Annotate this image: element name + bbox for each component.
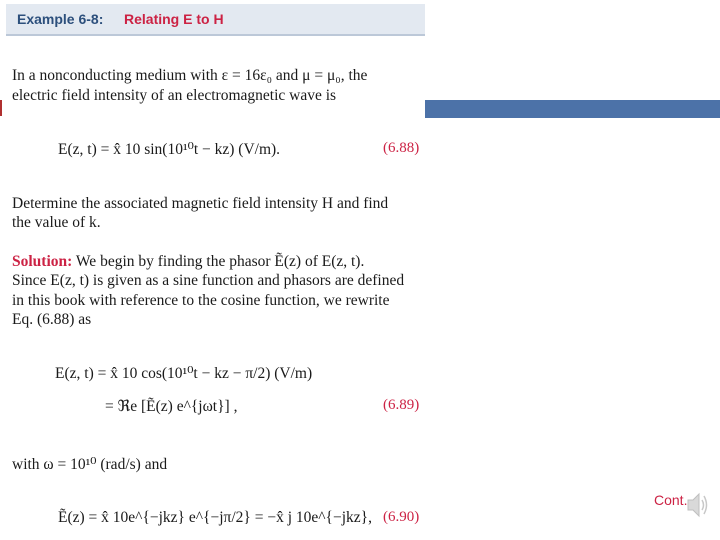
equation-6-88: E(z, t) = x̂ 10 sin(10¹⁰t − kz) (V/m). (58, 141, 281, 158)
task-line-1: Determine the associated magnetic field intensity H and find (12, 195, 389, 212)
equation-6-90-number: (6.90) (383, 509, 420, 525)
equation-6-90: Ẽ(z) = x̂ 10e^{−jkz} e^{−jπ/2} = −x̂ j 10e^{−jkz}, (58, 509, 372, 526)
solution-line-3: in this book with reference to the cosine function, we rewrite (12, 292, 390, 309)
solution-label: Solution: (12, 253, 73, 270)
equation-6-89-number: (6.89) (383, 397, 420, 413)
equation-6-89-line-2: = ℜe [Ẽ(z) e^{jωt}] , (105, 398, 238, 415)
speaker-icon[interactable] (686, 488, 710, 527)
example-label: Example 6-8: (17, 11, 104, 27)
equation-6-88-number: (6.88) (383, 140, 420, 156)
task-line-2: the value of k. (12, 214, 101, 231)
decorative-blue-band (425, 100, 720, 118)
solution-line-2: Since E(z, t) is given as a sine function and phasors are defined (12, 272, 405, 289)
equation-6-89-line-1: E(z, t) = x̂ 10 cos(10¹⁰t − kz − π/2) (V/m) (55, 365, 313, 382)
continue-link[interactable]: Cont. (654, 492, 688, 508)
example-title: Relating E to H (124, 11, 224, 27)
decorative-red-tick (0, 100, 2, 116)
problem-line-1: In a nonconducting medium with ε = 16ε₀ and μ = μ₀, the (12, 67, 368, 84)
problem-line-2: electric field intensity of an electromagnetic wave is (12, 87, 337, 104)
solution-line-4: Eq. (6.88) as (12, 311, 92, 328)
solution-text-1: We begin by finding the phasor Ẽ(z) of E(z, t). (75, 253, 365, 270)
solution-line-1 (12, 252, 364, 272)
example-header-bar (6, 4, 425, 36)
with-omega-line: with ω = 10¹⁰ (rad/s) and (12, 456, 168, 473)
